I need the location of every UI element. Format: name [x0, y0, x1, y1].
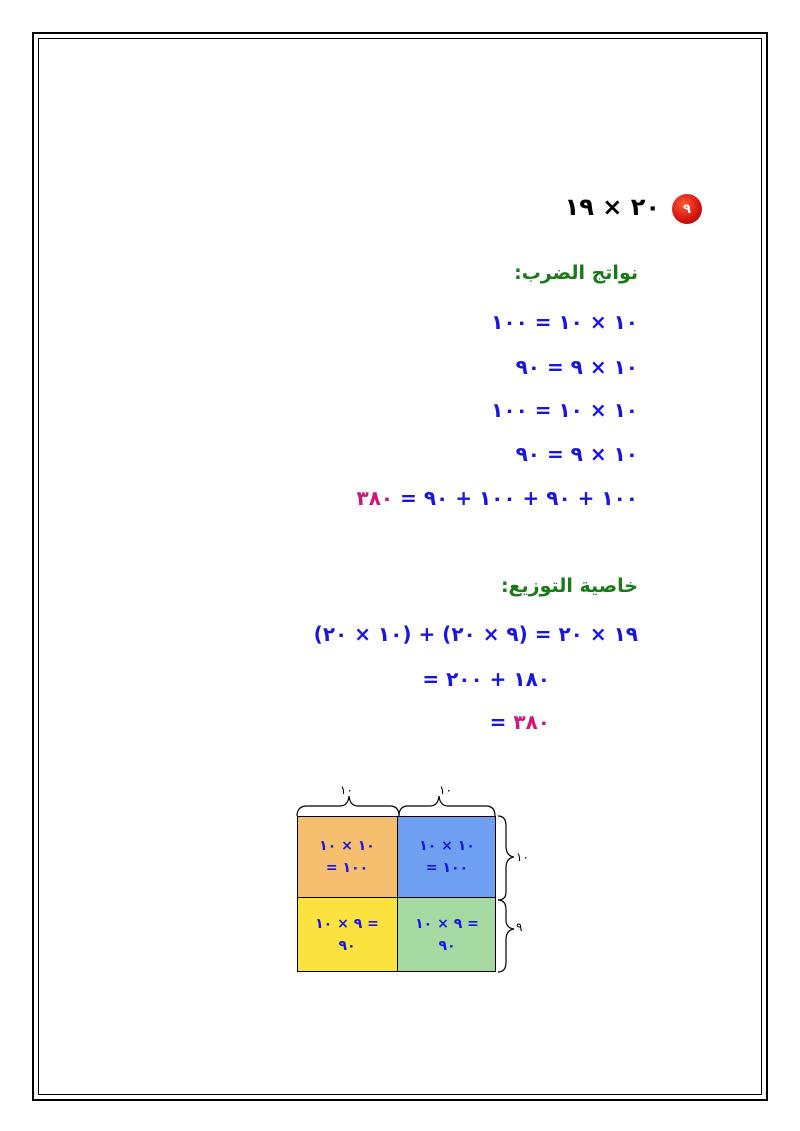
- distributive-heading: خاصية التوزيع:: [500, 575, 638, 597]
- side-brace-top: [498, 816, 514, 900]
- cell-line-1: ٩ × ١٠ =: [315, 916, 379, 932]
- distributive-line-2: = ١٨٠ + ٢٠٠: [422, 667, 550, 691]
- cell-line-2: = ١٠٠: [325, 859, 369, 876]
- cell-line-1: ٩ × ١٠ =: [415, 916, 479, 932]
- cell-line-1: ١٠ × ١٠: [319, 837, 375, 854]
- distributive-line-3: [490, 710, 550, 734]
- partial-product-line-3: ١٠ × ١٠ = ١٠٠: [491, 398, 638, 422]
- area-cell-top-left: [297, 816, 398, 898]
- cell-line-2: ٩٠: [338, 938, 356, 954]
- cell-line-1: ١٠ × ١٠: [419, 837, 475, 854]
- side-brace-bottom: [498, 900, 514, 972]
- distributive-equals: =: [489, 710, 507, 734]
- top-label-left: ١٠: [340, 783, 353, 797]
- cell-line-2: = ١٠٠: [425, 859, 469, 876]
- side-label-bottom: ٩: [516, 920, 523, 934]
- partial-product-line-4: ١٠ × ٩ = ٩٠: [515, 442, 638, 466]
- top-brace-left: [297, 796, 399, 816]
- sum-result: ٣٨٠: [356, 486, 394, 510]
- problem-number-badge: [672, 194, 702, 224]
- top-label-right: ١٠: [439, 783, 452, 797]
- partial-products-heading: نواتج الضرب:: [514, 262, 638, 284]
- problem-expression: ٢٠ × ١٩: [564, 193, 660, 221]
- distributive-line-1: ١٩ × ٢٠ = (٩ × ٢٠) + (١٠ × ٢٠): [313, 622, 638, 646]
- area-cell-bottom-right: [398, 898, 496, 972]
- side-braces: [496, 812, 536, 977]
- partial-products-sum: [357, 486, 638, 510]
- problem-number: ٩: [683, 201, 691, 217]
- top-brace-right: [399, 796, 495, 816]
- cell-line-2: ٩٠: [438, 938, 456, 954]
- distributive-result: ٣٨٠: [513, 710, 550, 734]
- sum-expression: ١٠٠ + ٩٠ + ١٠٠ + ٩٠ =: [400, 486, 638, 510]
- partial-product-line-1: ١٠ × ١٠ = ١٠٠: [491, 310, 638, 334]
- partial-product-line-2: ١٠ × ٩ = ٩٠: [515, 355, 638, 379]
- area-cell-top-right: [398, 816, 496, 898]
- area-cell-bottom-left: [297, 898, 398, 972]
- side-label-top: ١٠: [516, 850, 529, 864]
